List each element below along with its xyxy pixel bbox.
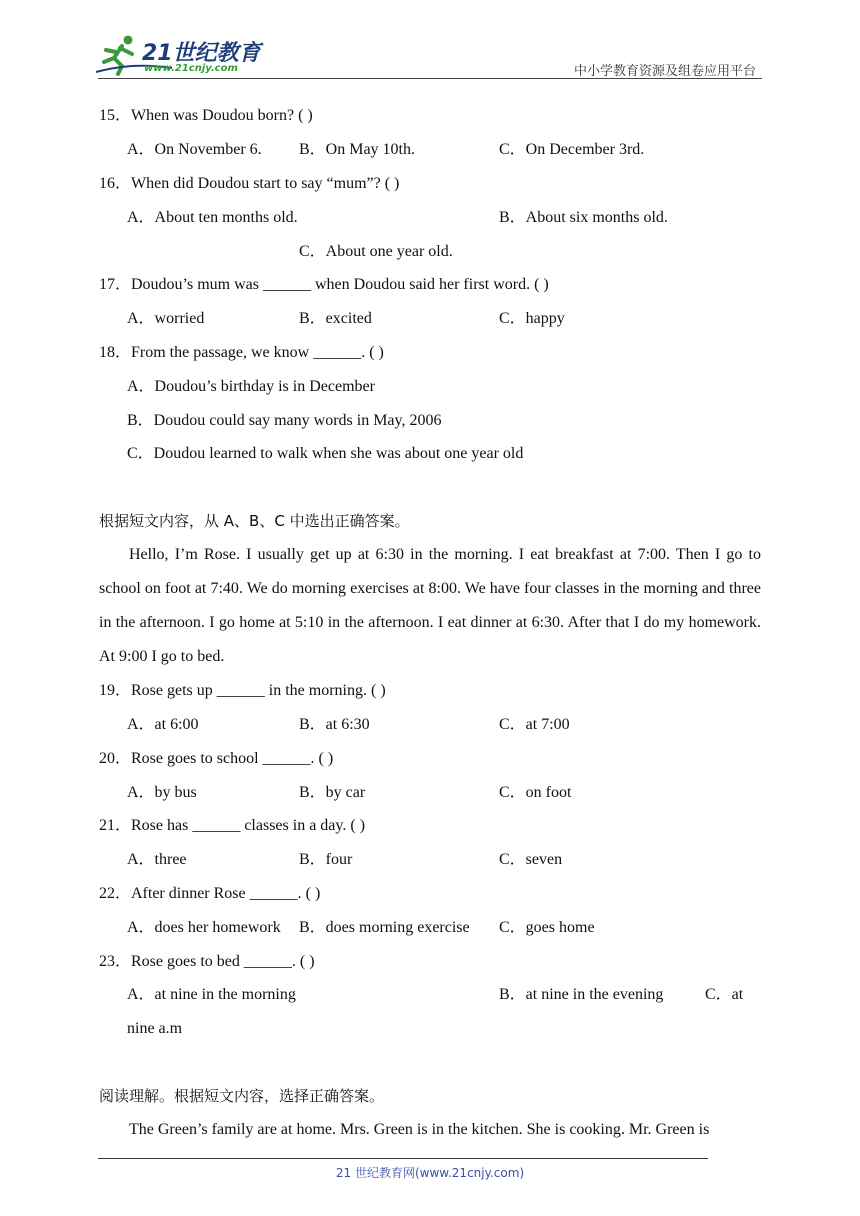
question-18-option-a: A．Doudou’s birthday is in December — [127, 378, 375, 395]
question-22-stem: 22．After dinner Rose ______. ( ) — [99, 885, 321, 902]
question-23-option-a: A．at nine in the morning — [127, 986, 296, 1003]
question-16-stem: 16．When did Doudou start to say “mum”? ( ) — [99, 175, 400, 192]
question-20-option-b: B．by car — [299, 784, 366, 801]
question-16-option-c: C．About one year old. — [299, 243, 453, 260]
site-logo — [92, 32, 262, 78]
question-18-option-b: B．Doudou could say many words in May, 2006 — [127, 412, 442, 429]
question-15-stem: 15．When was Doudou born? ( ) — [99, 107, 313, 124]
header-platform-text: 中小学教育资源及组卷应用平台 — [573, 64, 756, 79]
question-19-option-a: A．at 6:00 — [127, 716, 199, 733]
question-21-option-c: C．seven — [499, 851, 563, 868]
question-19-option-b: B．at 6:30 — [299, 716, 370, 733]
question-17-option-b: B．excited — [299, 310, 372, 327]
question-21-stem: 21．Rose has ______ classes in a day. ( ) — [99, 817, 366, 834]
question-21-option-a: A．three — [127, 851, 187, 868]
question-23-option-b: B．at nine in the evening — [499, 986, 664, 1003]
logo-text: 21世纪教育 — [142, 41, 261, 66]
section-3-instruction: 阅读理解。根据短文内容，选择正确答案。 — [99, 1087, 385, 1105]
question-17-option-a: A．worried — [127, 310, 205, 327]
logo-url: www.21cnjy.com — [144, 63, 238, 74]
question-15-option-c: C．On December 3rd. — [499, 141, 645, 158]
question-18-stem: 18．From the passage, we know ______. ( ) — [99, 344, 384, 361]
question-20-option-a: A．by bus — [127, 784, 197, 801]
footer-divider — [98, 1158, 708, 1159]
question-22-option-c: C．goes home — [499, 919, 595, 936]
page-header — [0, 0, 860, 90]
question-17-stem: 17．Doudou’s mum was ______ when Doudou said her first word. ( ) — [99, 276, 549, 293]
section-2-instruction: 根据短文内容，从 A、B、C 中选出正确答案。 — [99, 512, 410, 530]
question-15-option-a: A．On November 6. — [127, 141, 262, 158]
question-23-stem: 23．Rose goes to bed ______. ( ) — [99, 953, 315, 970]
question-21-option-b: B．four — [299, 851, 353, 868]
question-16-option-a: A．About ten months old. — [127, 209, 298, 226]
question-15-option-b: B．On May 10th. — [299, 141, 416, 158]
question-22-option-b: B．does morning exercise — [299, 919, 470, 936]
question-19-stem: 19．Rose gets up ______ in the morning. ( ) — [99, 682, 386, 699]
page-footer: 21 世纪教育网(www.21cnjy.com) — [335, 1166, 525, 1180]
question-20-stem: 20．Rose goes to school ______. ( ) — [99, 750, 334, 767]
question-16-option-b: B．About six months old. — [499, 209, 668, 226]
header-divider — [98, 78, 762, 79]
question-23-option-c-continued: nine a.m — [127, 1020, 183, 1037]
question-23-option-c: C．at — [705, 986, 744, 1003]
section-3-passage-start: The Green’s family are at home. Mrs. Green is in the kitchen. She is cooking. Mr. Green is — [129, 1121, 710, 1138]
question-17-option-c: C．happy — [499, 310, 565, 327]
question-22-option-a: A．does her homework — [127, 919, 281, 936]
question-20-option-c: C．on foot — [499, 784, 572, 801]
section-2-passage: Hello, I’m Rose. I usually get up at 6:30 in the morning. I eat breakfast at 7:00. Then I go to school on foot at 7:40. We do morning exercises at 8:00. We have four classes in the morning and three in the afternoon. I go home at 5:10 in the afternoon. I eat dinner at 6:30. After that I do my homework. At 9:00 I go to bed. — [99, 546, 761, 665]
question-19-option-c: C．at 7:00 — [499, 716, 570, 733]
question-18-option-c: C．Doudou learned to walk when she was about one year old — [127, 445, 524, 462]
